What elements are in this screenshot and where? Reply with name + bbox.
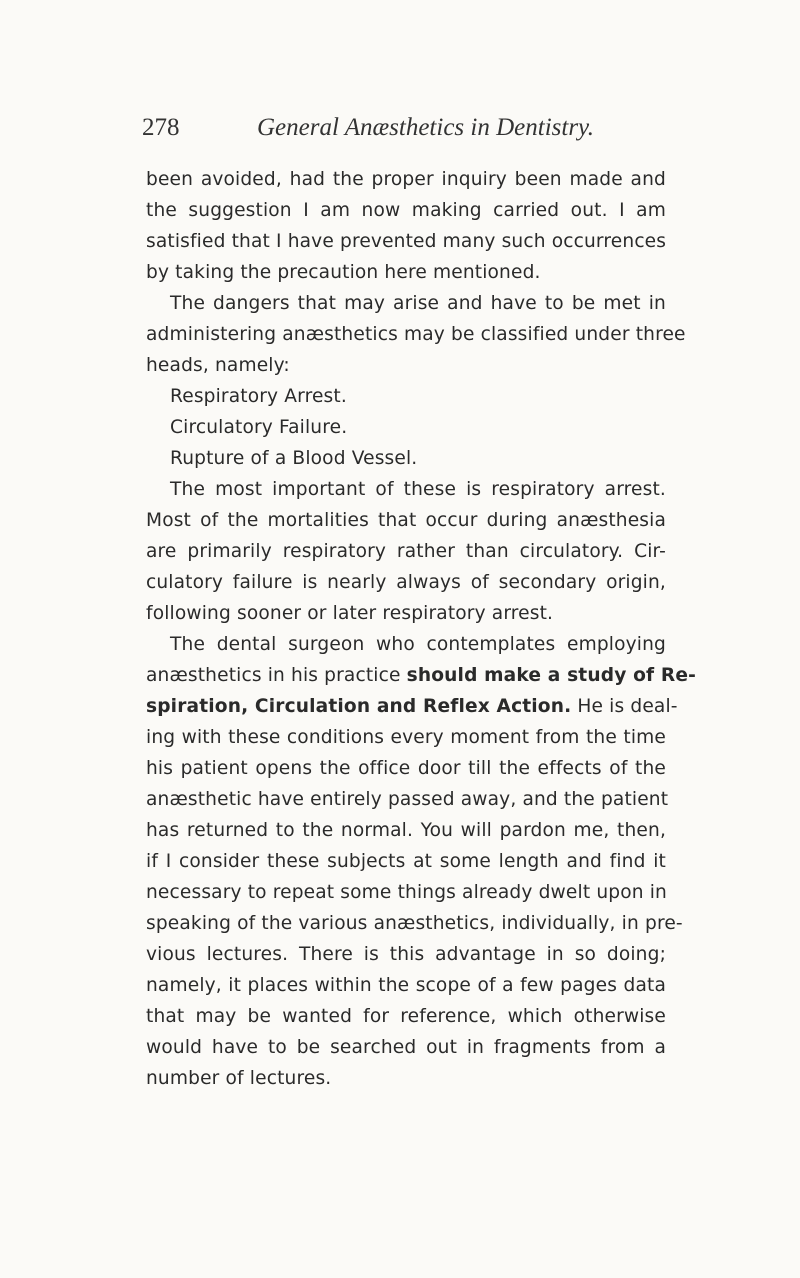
line-text: The dangers that may arise and have to be met in [170, 293, 666, 314]
line-text: been avoided, had the proper inquiry been made and [146, 169, 666, 190]
text-line [146, 1001, 666, 1032]
text-line [146, 350, 666, 381]
text-line [146, 629, 666, 660]
text-line [146, 691, 678, 722]
line-text: has returned to the normal. You will pardon me, then, [146, 820, 666, 841]
bold-emphasis: should make a study of Re- [406, 665, 696, 686]
line-text: culatory failure is nearly always of secondary origin, [146, 572, 666, 593]
page-number: 278 [142, 114, 180, 141]
line-text: number of lectures. [146, 1068, 332, 1089]
line-text: Respiratory Arrest. [170, 386, 347, 407]
line-text: Most of the mortalities that occur during anæsthesia [146, 510, 666, 531]
line-text: Circulatory Failure. [170, 417, 348, 438]
text-line [146, 846, 666, 877]
line-text: necessary to repeat some things already dwelt upon in [146, 882, 667, 903]
text-line [146, 753, 666, 784]
text-line [146, 939, 666, 970]
text-line [146, 226, 666, 257]
text-line [146, 257, 666, 288]
text-line [146, 536, 666, 567]
text-line [146, 443, 666, 474]
text-line [146, 319, 686, 350]
line-text: that may be wanted for reference, which otherwise [146, 1006, 666, 1027]
running-title: General Anæsthetics in Dentistry. [257, 114, 595, 141]
text-line [146, 598, 666, 629]
line-text: namely, it places within the scope of a few pages data [146, 975, 666, 996]
line-text: anæsthetics in his practice [146, 665, 407, 686]
line-text: are primarily respiratory rather than circulatory. Cir- [146, 541, 666, 562]
text-line [146, 567, 666, 598]
text-line [146, 164, 666, 195]
text-line [146, 722, 666, 753]
line-text: ing with these conditions every moment from the time [146, 727, 666, 748]
line-text: would have to be searched out in fragments from a [146, 1037, 666, 1058]
text-line [146, 877, 666, 908]
line-text: heads, namely: [146, 355, 290, 376]
text-line [146, 908, 683, 939]
line-text: satisfied that I have prevented many such occurrences [146, 231, 667, 252]
text-line [146, 195, 666, 226]
line-text: vious lectures. There is this advantage in so doing; [146, 944, 666, 965]
line-text: Rupture of a Blood Vessel. [170, 448, 418, 469]
text-line [146, 505, 666, 536]
line-text: if I consider these subjects at some length and find it [146, 851, 666, 872]
line-text: The most important of these is respiratory arrest. [170, 479, 666, 500]
line-text: following sooner or later respiratory arrest. [146, 603, 554, 624]
line-text: He is deal- [571, 696, 678, 717]
text-line [146, 815, 666, 846]
body-text [146, 164, 696, 1094]
line-text: speaking of the various anæsthetics, individually, in pre- [146, 913, 683, 934]
line-text: administering anæsthetics may be classified under three [146, 324, 686, 345]
line-text: The dental surgeon who contemplates employing [170, 634, 666, 655]
text-line [146, 784, 669, 815]
page-header [142, 114, 662, 154]
line-text: his patient opens the office door till the effects of the [146, 758, 666, 779]
text-line [146, 1032, 666, 1063]
text-line [146, 1063, 666, 1094]
line-text: the suggestion I am now making carried out. I am [146, 200, 666, 221]
line-text: by taking the precaution here mentioned. [146, 262, 541, 283]
text-line [146, 474, 666, 505]
text-line [146, 970, 666, 1001]
text-line [146, 381, 666, 412]
line-text: anæsthetic have entirely passed away, and the patient [146, 789, 669, 810]
text-line [146, 660, 696, 691]
text-line [146, 412, 666, 443]
bold-emphasis: spiration, Circulation and Reflex Action. [146, 696, 572, 717]
text-line [146, 288, 666, 319]
